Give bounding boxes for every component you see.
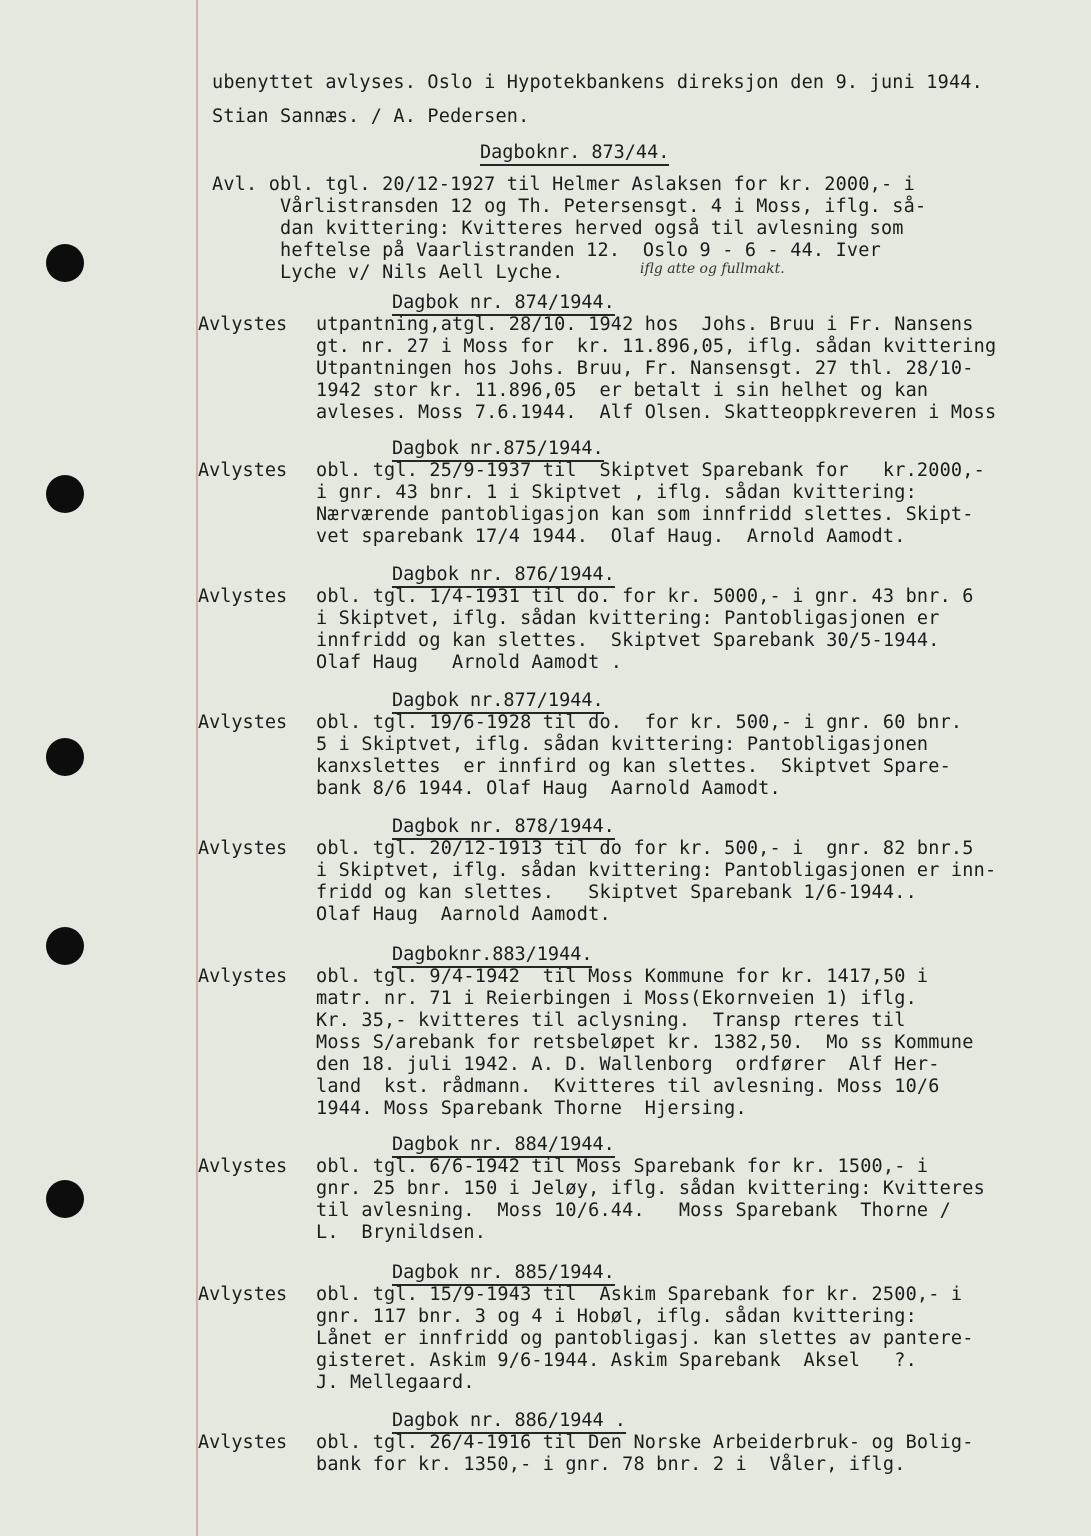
- entry-heading-text: Dagbok nr. 884/1944.: [392, 1134, 615, 1158]
- entry-line: 1942 stor kr. 11.896,05 er betalt i sin helhet og kan: [316, 380, 929, 401]
- entry-line: 1944. Moss Sparebank Thorne Hjersing.: [316, 1098, 747, 1119]
- entry-heading: [392, 944, 592, 966]
- entry-line: Utpantningen hos Johs. Bruu, Fr. Nansensgt. 27 thl. 28/10-: [316, 358, 974, 379]
- entry-line: i Skiptvet, iflg. sådan kvittering: Pantobligasjonen er inn-: [316, 860, 997, 881]
- entry-line: obl. tgl. 15/9-1943 til Askim Sparebank for kr. 2500,- i: [316, 1284, 963, 1305]
- entry-line: bank for kr. 1350,- i gnr. 78 bnr. 2 i Våler, iflg.: [316, 1454, 906, 1475]
- punch-hole: [46, 738, 84, 776]
- entry-heading-text: Dagbok nr.877/1944.: [392, 690, 604, 714]
- entry-heading: [480, 142, 669, 164]
- entry-heading: [392, 690, 604, 712]
- punch-hole: [46, 244, 84, 282]
- entry-line: vet sparebank 17/4 1944. Olaf Haug. Arnold Aamodt.: [316, 526, 906, 547]
- entry-label: Avlystes: [198, 460, 288, 481]
- entry-line: Vårlistransden 12 og Th. Petersensgt. 4 i Moss, iflg. så-: [212, 196, 927, 217]
- entry-heading: [392, 292, 615, 314]
- entry-line: avleses. Moss 7.6.1944. Alf Olsen. Skatteoppkreveren i Moss: [316, 402, 997, 423]
- entry-line: i Skiptvet, iflg. sådan kvittering: Pantobligasjonen er: [316, 608, 940, 629]
- entry-line: Lånet er innfridd og pantobligasj. kan slettes av pantere-: [316, 1328, 974, 1349]
- entry-heading: [392, 1410, 626, 1432]
- entry-heading-text: Dagboknr. 873/44.: [480, 142, 669, 166]
- entry-heading: [392, 1134, 615, 1156]
- entry-line: obl. tgl. 26/4-1916 til Den Norske Arbeiderbruk- og Bolig-: [316, 1432, 974, 1453]
- entry-label: Avlystes: [198, 586, 288, 607]
- entry-line: Lyche v/ Nils Aell Lyche.: [212, 262, 564, 283]
- entry-line: obl. tgl. 9/4-1942 til Moss Kommune for kr. 1417,50 i: [316, 966, 929, 987]
- entry-line: Kr. 35,- kvitteres til aclysning. Transp rteres til: [316, 1010, 906, 1031]
- entry-label: Avlystes: [198, 1432, 288, 1453]
- entry-line: obl. tgl. 19/6-1928 til do. for kr. 500,- i gnr. 60 bnr.: [316, 712, 963, 733]
- entry-line: Olaf Haug Arnold Aamodt .: [316, 652, 623, 673]
- handwritten-note: iflg atte og fullmakt.: [640, 261, 785, 277]
- entry-line: obl. tgl. 6/6-1942 til Moss Sparebank for kr. 1500,- i: [316, 1156, 929, 1177]
- entry-line: land kst. rådmann. Kvitteres til avlesning. Moss 10/6: [316, 1076, 940, 1097]
- entry-line: matr. nr. 71 i Reierbingen i Moss(Ekornveien 1) iflg.: [316, 988, 917, 1009]
- entry-line: Olaf Haug Aarnold Aamodt.: [316, 904, 611, 925]
- punch-hole: [46, 475, 84, 513]
- punch-hole: [46, 1180, 84, 1218]
- entry-heading-text: Dagbok nr. 885/1944.: [392, 1262, 615, 1286]
- entry-line: innfridd og kan slettes. Skiptvet Sparebank 30/5-1944.: [316, 630, 940, 651]
- entry-label: Avlystes: [198, 1156, 288, 1177]
- entry-line: gt. nr. 27 i Moss for kr. 11.896,05, iflg. sådan kvittering: [316, 336, 997, 357]
- entry-label: Avlystes: [198, 838, 288, 859]
- entry-line: Avl. obl. tgl. 20/12-1927 til Helmer Aslaksen for kr. 2000,- i: [212, 174, 915, 195]
- entry-label: Avlystes: [198, 314, 288, 335]
- entry-line: 5 i Skiptvet, iflg. sådan kvittering: Pantobligasjonen: [316, 734, 929, 755]
- entry-line: obl. tgl. 1/4-1931 til do. for kr. 5000,- i gnr. 43 bnr. 6: [316, 586, 974, 607]
- header-line: Stian Sannæs. / A. Pedersen.: [212, 106, 530, 127]
- entry-line: L. Brynildsen.: [316, 1222, 487, 1243]
- entry-heading-text: Dagbok nr. 876/1944.: [392, 564, 615, 588]
- entry-line: Moss S/arebank for retsbeløpet kr. 1382,50. Mo ss Kommune: [316, 1032, 974, 1053]
- entry-label: Avlystes: [198, 966, 288, 987]
- header-line: ubenyttet avlyses. Oslo i Hypotekbankens direksjon den 9. juni 1944.: [212, 72, 983, 93]
- entry-heading: [392, 1262, 615, 1284]
- entry-line: heftelse på Vaarlistranden 12. Oslo 9 - 6 - 44. Iver: [212, 240, 881, 261]
- entry-line: gisteret. Askim 9/6-1944. Askim Sparebank Aksel ?.: [316, 1350, 917, 1371]
- entry-line: fridd og kan slettes. Skiptvet Sparebank 1/6-1944..: [316, 882, 917, 903]
- entry-heading: [392, 564, 615, 586]
- entry-heading-text: Dagboknr.883/1944.: [392, 944, 592, 968]
- entry-heading-text: Dagbok nr. 874/1944.: [392, 292, 615, 316]
- punch-hole: [46, 927, 84, 965]
- entry-label: Avlystes: [198, 1284, 288, 1305]
- entry-heading: [392, 816, 615, 838]
- entry-line: i gnr. 43 bnr. 1 i Skiptvet , iflg. sådan kvittering:: [316, 482, 917, 503]
- entry-line: J. Mellegaard.: [316, 1372, 475, 1393]
- entry-heading-text: Dagbok nr. 886/1944 .: [392, 1410, 626, 1434]
- entry-heading: [392, 438, 604, 460]
- entry-line: obl. tgl. 20/12-1913 til do for kr. 500,- i gnr. 82 bnr.5: [316, 838, 974, 859]
- entry-line: dan kvittering: Kvitteres herved også til avlesning som: [212, 218, 904, 239]
- entry-line: kanxslettes er innfird og kan slettes. Skiptvet Spare-: [316, 756, 951, 777]
- entry-line: utpantning,atgl. 28/10. 1942 hos Johs. Bruu i Fr. Nansens: [316, 314, 974, 335]
- entry-heading-text: Dagbok nr. 878/1944.: [392, 816, 615, 840]
- entry-line: obl. tgl. 25/9-1937 til Skiptvet Sparebank for kr.2000,-: [316, 460, 985, 481]
- entry-line: gnr. 117 bnr. 3 og 4 i Hobøl, iflg. sådan kvittering:: [316, 1306, 917, 1327]
- entry-line: gnr. 25 bnr. 150 i Jeløy, iflg. sådan kvittering: Kvitteres: [316, 1178, 985, 1199]
- entry-heading-text: Dagbok nr.875/1944.: [392, 438, 604, 462]
- entry-line: Nærværende pantobligasjon kan som innfridd slettes. Skipt-: [316, 504, 974, 525]
- entry-label: Avlystes: [198, 712, 288, 733]
- entry-line: til avlesning. Moss 10/6.44. Moss Sparebank Thorne /: [316, 1200, 951, 1221]
- entry-line: bank 8/6 1944. Olaf Haug Aarnold Aamodt.: [316, 778, 781, 799]
- entry-line: den 18. juli 1942. A. D. Wallenborg ordfører Alf Her-: [316, 1054, 940, 1075]
